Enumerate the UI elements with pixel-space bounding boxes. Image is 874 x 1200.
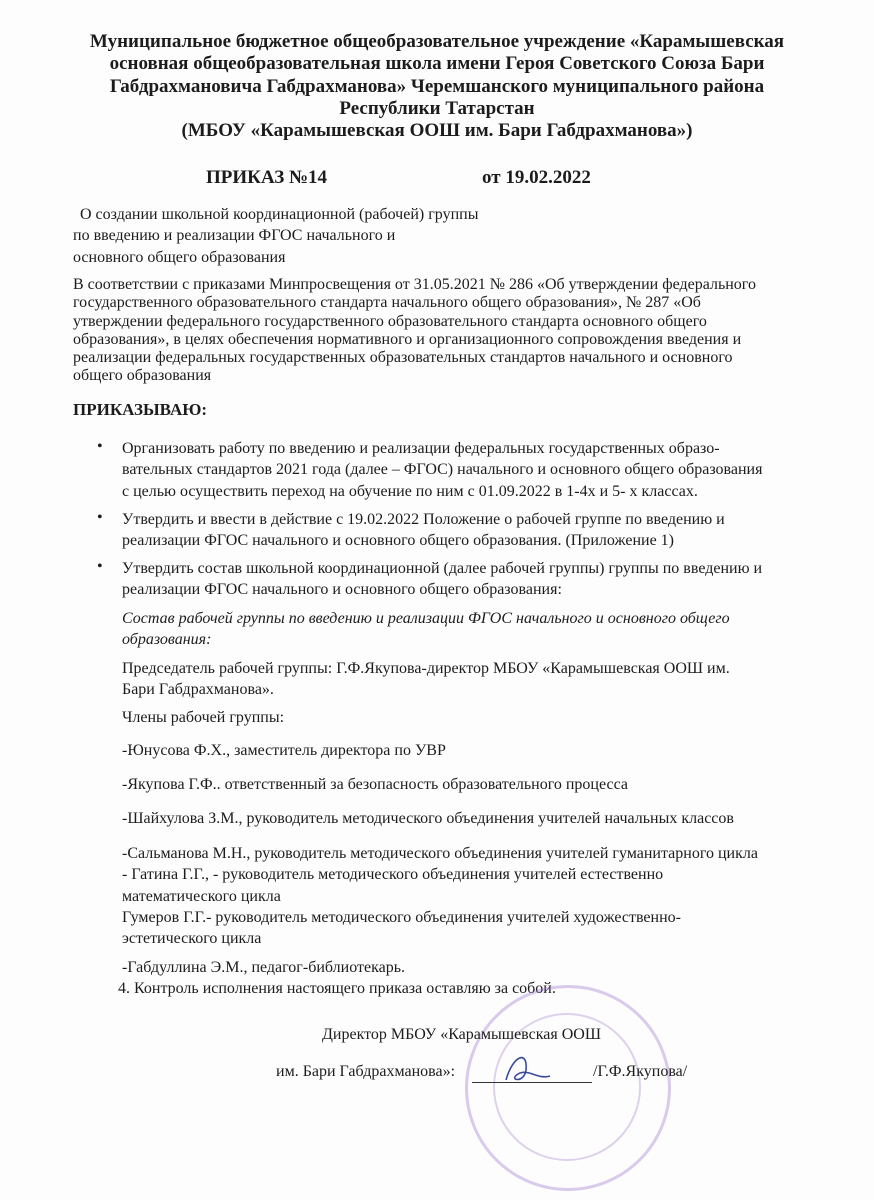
member: -Сальманова М.Н., руководитель методического объединения учителей гуманитарного цикла	[122, 845, 758, 862]
chair-line: Председатель рабочей группы: Г.Ф.Якупова-директор МБОУ «Карамышевская ООШ им.	[122, 660, 730, 677]
members-group	[122, 843, 758, 949]
preamble-line: реализации федеральных государственных образовательных стандартов начального и основного	[73, 349, 733, 367]
signatory-name: /Г.Ф.Якупова/	[593, 1063, 688, 1080]
item-line: Организовать работу по введению и реализации федеральных государственных образо-	[122, 440, 720, 457]
header-line: Габдрахмановича Габдрахманова» Черемшанского муниципального района	[109, 75, 765, 97]
member: Гумеров Г.Г.- руководитель методического объединения учителей художественно-	[122, 908, 681, 926]
item-line: реализации ФГОС начального и основного общего образования:	[122, 581, 562, 599]
bullet-icon: •	[97, 558, 103, 575]
order-date: от 19.02.2022	[482, 167, 591, 188]
decree-item	[97, 558, 763, 601]
composition-title-line: образования:	[122, 631, 212, 649]
subject-line: основного общего образования	[73, 248, 286, 266]
item-line: вательных стандартов 2021 года (далее – ФГОС) начального и основного общего образования	[122, 461, 763, 479]
preamble	[73, 276, 756, 386]
order-subject	[73, 204, 478, 268]
header-line: Муниципальное бюджетное общеобразовательное учреждение «Карамышевская	[89, 31, 785, 52]
member: -Габдуллина Э.М., педагог-библиотекарь.	[122, 959, 405, 976]
chair-line: Бари Габдрахманова».	[122, 681, 274, 699]
member: -Юнусова Ф.Х., заместитель директора по УВР	[122, 742, 446, 759]
header-line: (МБОУ «Карамышевская ООШ им. Бари Габдрахманова»)	[181, 120, 693, 142]
preamble-line: В соответствии с приказами Минпросвещения от 31.05.2021 № 286 «Об утверждении федерального	[73, 276, 756, 293]
bullet-icon: •	[97, 509, 103, 526]
control-clause: 4. Контроль исполнения настоящего приказа оставляю за собой.	[118, 980, 556, 998]
order-number: ПРИКАЗ №14	[206, 167, 328, 188]
header-line: Республики Татарстан	[339, 97, 535, 119]
decree-item	[97, 509, 725, 552]
preamble-line: государственного образовательного стандарта начального общего образования», № 287 «Об	[73, 294, 701, 312]
member: - Гатина Г.Г., - руководитель методического объединения учителей естественно	[122, 866, 664, 884]
item-line: реализации ФГОС начального и основного общего образования. (Приложение 1)	[122, 532, 674, 550]
subject-line: по введению и реализации ФГОС начального и	[73, 227, 396, 245]
preamble-line: образования», в целях обеспечения нормативного и организационного сопровождения введения и	[73, 330, 742, 348]
decree-label: ПРИКАЗЫВАЮ:	[73, 400, 208, 419]
official-stamp	[465, 985, 671, 1191]
composition-title-line: Состав рабочей группы по введению и реализации ФГОС начального и основного общего	[122, 610, 730, 627]
signature-title: Директор МБОУ «Карамышевская ООШ	[322, 1026, 601, 1043]
member: математического цикла	[122, 887, 281, 905]
signature-title-2: им. Бари Габдрахманова»:	[276, 1063, 456, 1080]
item-line: Утвердить и ввести в действие с 19.02.2022 Положение о рабочей группе по введению и	[122, 511, 725, 528]
closing-group	[118, 957, 556, 1000]
item-line: с целью осуществить переход на обучение по ним с 01.09.2022 в 1-4х и 5- х классах.	[122, 482, 698, 500]
bullet-icon: •	[97, 438, 103, 455]
composition-title	[122, 608, 730, 651]
preamble-line: утверждении федерального государственного образовательного стандарта основного общего	[73, 312, 707, 330]
subject-line: О создании школьной координационной (рабочей) группы	[80, 206, 479, 223]
preamble-line: общего образования	[73, 367, 212, 385]
member: -Якупова Г.Ф.. ответственный за безопасность образовательного процесса	[122, 776, 628, 793]
header-line: основная общеобразовательная школа имени Героя Советского Союза Бари	[109, 53, 765, 75]
chairperson	[122, 658, 730, 701]
handwritten-signature-icon	[498, 1050, 558, 1090]
item-line: Утвердить состав школьной координационной (далее рабочей группы) группы по введению и	[122, 560, 763, 577]
member: -Шайхулова З.М., руководитель методического объединения учителей начальных классов	[122, 810, 734, 827]
decree-item	[97, 438, 763, 502]
members-label: Члены рабочей группы:	[122, 709, 285, 726]
member: эстетического цикла	[122, 930, 262, 948]
institution-header	[0, 31, 874, 142]
